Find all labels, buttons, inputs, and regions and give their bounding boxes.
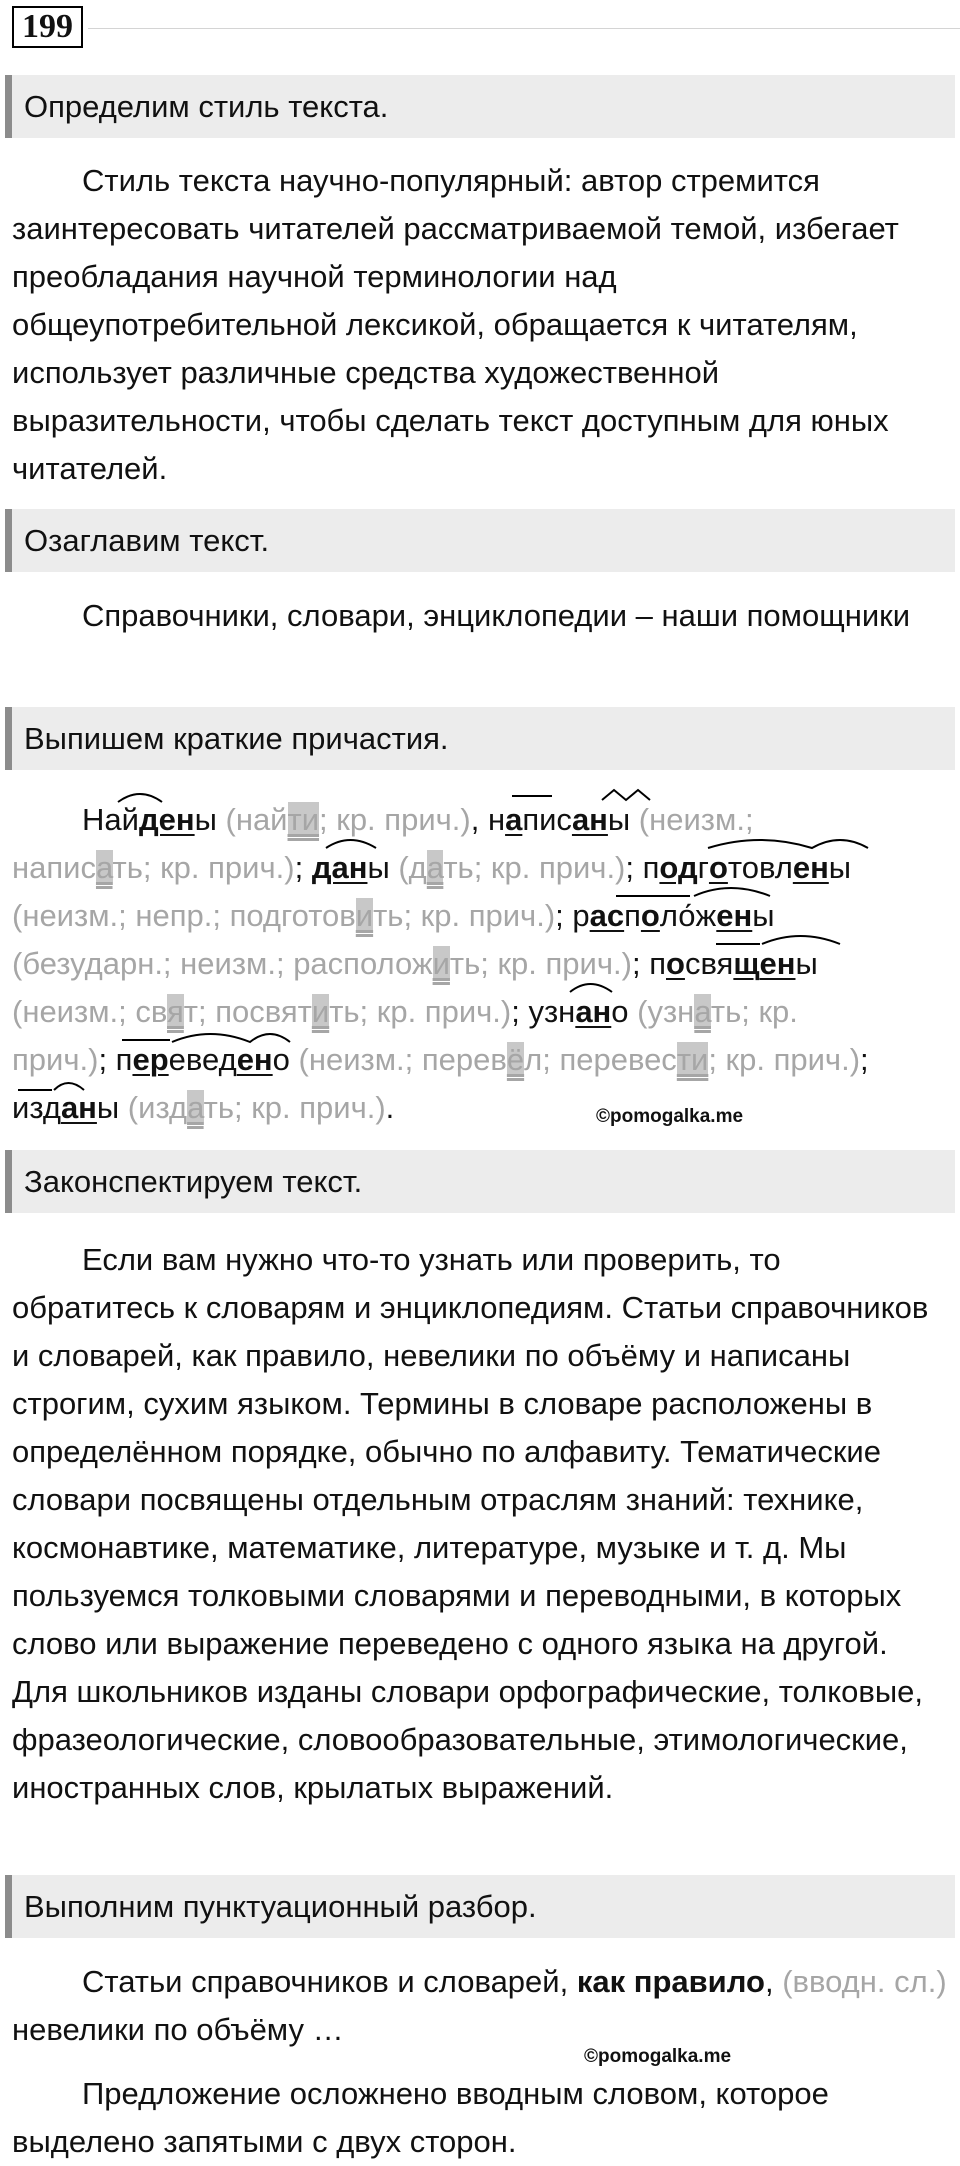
participle-dany: даны [311, 850, 390, 885]
note-raspolozheny: (безударн.; неизм.; расположить; кр. прич.) [12, 946, 632, 981]
punctuation-example: Статьи справочников и словарей, как правило, (вводн. сл.) невелики по объёму … [12, 1964, 947, 2047]
participles-line-7: изданы (издать; кр. прич.). [12, 1090, 395, 1125]
note-naideny: (найти; кр. прич.) [216, 802, 471, 837]
note-posvyashcheny: (неизм.; свят; посвятить; кр. прич.) [12, 994, 512, 1029]
punctuation-conclusion [12, 2070, 947, 2166]
section-header-participles: Выпишем краткие причастия. [5, 707, 955, 770]
title-paragraph [12, 592, 947, 640]
note-uznano: (узнать; кр. [628, 994, 798, 1029]
style-paragraph [12, 157, 947, 493]
note-perevedeno: (неизм.; перевёл; перевести; кр. прич.) [289, 1042, 861, 1077]
participle-uznano: узнано [528, 994, 629, 1029]
note-dany: (дать; кр. прич.) [389, 850, 626, 885]
conclusion-text: Предложение осложнено вводным словом, которое выделено запятыми с двух сторон. [12, 2076, 829, 2159]
summary-text: Если вам нужно что-то узнать или проверить, то обратитесь к словарям и энциклопедиям. Статьи справочников и словарей, как правило, невелики по объёму и написаны строгим, сухим языком. Термины в словаре расположены в определённом порядке, обычно по алфавиту. Тематические словари посвящены отдельным отраслям знаний: технике, космонавтике, математике, литературе, музыке и т. д. Мы пользуемся толковыми словарями и переводными, в которых слово или выражение переведено с одного языка на другой. Для школьников изданы словари орфографические, толковые, фразеологические, словообразовательные, этимологические, иностранных слов, крылатых выражений. [12, 1242, 929, 1805]
note-podgotovleny: (неизм.; непр.; подготовить; кр. прич.) [12, 898, 556, 933]
participles-line-3: (неизм.; непр.; подготовить; кр. прич.); расположены [12, 898, 775, 933]
section-header-punctuation: Выполним пунктуационный разбор. [5, 1875, 955, 1938]
introductory-phrase: как правило [576, 1964, 765, 1999]
participle-raspolozheny: расположены [572, 898, 775, 933]
participle-izdany: изданы [12, 1090, 120, 1125]
participles-line-5: (неизм.; свят; посвятить; кр. прич.); узнано (узнать; кр. [12, 994, 798, 1029]
participle-naideny: Найдены [82, 802, 217, 837]
title-text: Справочники, словари, энциклопедии – наши помощники [82, 598, 911, 633]
summary-paragraph [12, 1236, 947, 1812]
participles-line-6: прич.); переведено (неизм.; перевёл; перевести; кр. прич.); [12, 1042, 869, 1077]
top-divider [88, 28, 960, 29]
section-header-title: Озаглавим текст. [5, 509, 955, 572]
participle-napisany: написаны [487, 802, 631, 837]
note-napisany-cont: написать; кр. прич.) [12, 850, 295, 885]
participles-line-1: Найдены (найти; кр. прич.), написаны (неизм.; [82, 802, 754, 837]
style-text: Стиль текста научно-популярный: автор стремится заинтересовать читателей рассматриваемой темой, избегает преобладания научной терминологии над общеупотребительной лексикой, обращается к читателям, использует различные средства художественной выразительности, чтобы сделать текст доступным для юных читателей. [12, 163, 899, 486]
introductory-note: (вводн. сл.) [782, 1964, 947, 1999]
section-header-summary: Законспектируем текст. [5, 1150, 955, 1213]
task-number: 199 [12, 6, 83, 48]
note-napisany: (неизм.; [630, 802, 754, 837]
participles-line-4: (безударн.; неизм.; расположить; кр. прич.); посвящены [12, 946, 818, 981]
watermark-2: ©pomogalka.me [584, 2046, 732, 2067]
note-izdany: (издать; кр. прич.) [119, 1090, 386, 1125]
participle-podgotovleny: подготовлены [642, 850, 852, 885]
participles-line-2: написать; кр. прич.); даны (дать; кр. прич.); подготовлены [12, 850, 852, 885]
watermark-1: ©pomogalka.me [596, 1106, 744, 1127]
participle-perevedeno: переведено [115, 1042, 290, 1077]
participle-posvyashcheny: посвящены [649, 946, 818, 981]
section-header-style: Определим стиль текста. [5, 75, 955, 138]
note-uznano-cont: прич.) [12, 1042, 99, 1077]
